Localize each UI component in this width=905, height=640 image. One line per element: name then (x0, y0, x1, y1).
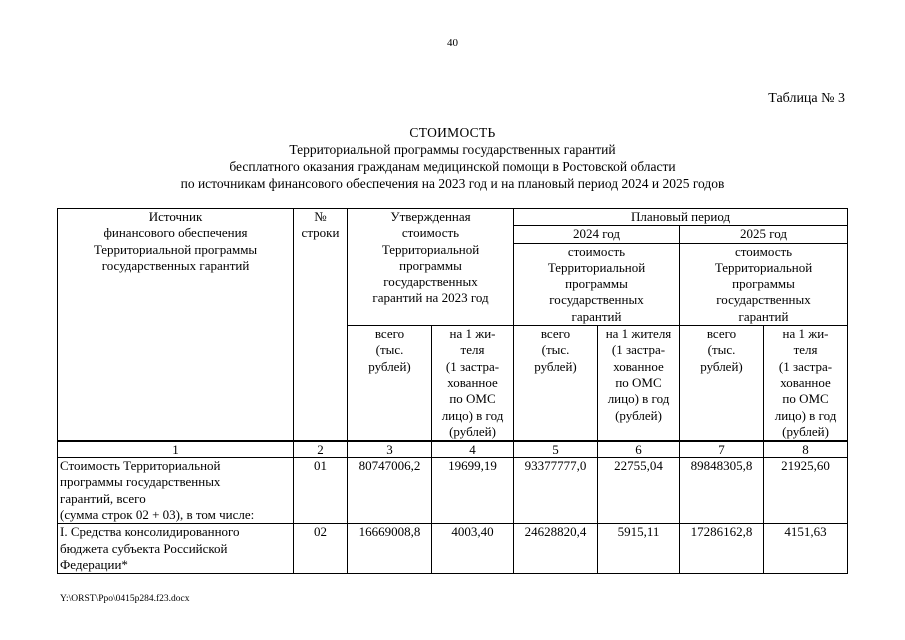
header-cost-2024 (514, 243, 680, 325)
value-2025-per-capita: 21925,60 (764, 458, 848, 524)
table-row (58, 458, 848, 524)
header-text: Территориальной (547, 259, 646, 275)
header-text: хованное (780, 374, 831, 390)
header-text: теля (793, 342, 818, 358)
value-2023-per-capita: 19699,19 (432, 458, 514, 524)
header-text: стоимость (567, 243, 626, 259)
header-text: (рублей) (615, 407, 662, 423)
header-text: теля (460, 342, 485, 358)
table-row (58, 524, 848, 574)
header-text: на 1 жи- (449, 326, 496, 342)
header-text: на 1 жителя (605, 326, 672, 342)
value-2023-total: 80747006,2 (348, 458, 432, 524)
header-text: хованное (447, 374, 498, 390)
row-name (58, 524, 294, 574)
row-code: 01 (294, 458, 348, 524)
document-title (0, 124, 905, 192)
header-text: (рублей) (449, 423, 496, 439)
row-name-line: (сумма строк 02 + 03), в том числе: (60, 507, 255, 523)
header-text: государственных (549, 292, 644, 308)
value-2023-per-capita: 4003,40 (432, 524, 514, 574)
row-name-line: Федерации* (60, 556, 128, 572)
header-per-capita-2024 (598, 326, 680, 442)
column-number: 4 (432, 441, 514, 458)
column-number-row (58, 441, 848, 458)
header-text: по ОМС (782, 391, 829, 407)
row-name-line: программы государственных (60, 474, 221, 490)
header-text: рублей) (700, 358, 743, 374)
header-text: на 1 жи- (782, 326, 829, 342)
header-total-2024 (514, 326, 598, 442)
header-text: (1 застра- (611, 342, 666, 358)
column-number: 5 (514, 441, 598, 458)
value-2024-total: 24628820,4 (514, 524, 598, 574)
header-text: Территориальной программы (93, 241, 258, 257)
header-text: финансового обеспечения (103, 225, 248, 241)
header-text: Территориальной (381, 241, 480, 257)
value-2025-total: 17286162,8 (680, 524, 764, 574)
header-text: (тыс. (541, 342, 570, 358)
header-text: лицо) в год (607, 391, 670, 407)
header-text: Источник (148, 209, 203, 224)
column-number: 7 (680, 441, 764, 458)
header-text: строки (301, 225, 340, 241)
value-2024-per-capita: 5915,11 (598, 524, 680, 574)
header-text: по ОМС (615, 374, 662, 390)
header-row-number (294, 209, 348, 442)
header-text: (1 застра- (778, 358, 833, 374)
header-text: гарантий на 2023 год (372, 290, 489, 306)
header-text: всего (706, 326, 737, 342)
column-number: 1 (58, 441, 294, 458)
header-text: государственных гарантий (101, 257, 250, 273)
header-planned-period: Плановый период (514, 209, 848, 226)
column-number: 6 (598, 441, 680, 458)
header-per-capita-2025 (764, 326, 848, 442)
value-2025-total: 89848305,8 (680, 458, 764, 524)
row-name-line: Стоимость Территориальной (60, 458, 221, 474)
title-line: Территориальной программы государственных гарантий (289, 142, 616, 157)
table-label: Таблица № 3 (768, 91, 845, 106)
header-text: рублей) (368, 358, 411, 374)
header-text: гарантий (571, 308, 622, 324)
header-text: № (314, 209, 327, 224)
column-number: 2 (294, 441, 348, 458)
header-text: по ОМС (449, 391, 496, 407)
row-name-line: бюджета субъекта Российской (60, 540, 228, 556)
header-text: рублей) (534, 358, 577, 374)
title-line: по источникам финансового обеспечения на 2023 год и на плановый период 2024 и 2025 годов (180, 176, 725, 191)
header-text: программы (399, 257, 462, 273)
header-text: стоимость (401, 225, 460, 241)
header-text: гарантий (738, 308, 789, 324)
header-text: (тыс. (707, 342, 736, 358)
header-text: государственных (716, 292, 811, 308)
row-code: 02 (294, 524, 348, 574)
header-text: (тыс. (375, 342, 404, 358)
header-text: стоимость (734, 243, 793, 259)
header-year-2025: 2025 год (680, 226, 848, 243)
header-year-2024: 2024 год (514, 226, 680, 243)
value-2024-per-capita: 22755,04 (598, 458, 680, 524)
header-text: лицо) в год (441, 407, 504, 423)
page-number: 40 (447, 37, 458, 49)
header-row-1 (58, 209, 848, 226)
value-2023-total: 16669008,8 (348, 524, 432, 574)
column-number: 3 (348, 441, 432, 458)
header-text: (рублей) (782, 423, 829, 439)
header-text: Территориальной (714, 259, 813, 275)
title-main: СТОИМОСТЬ (409, 125, 496, 140)
header-source (58, 209, 294, 442)
row-name (58, 458, 294, 524)
header-text: хованное (613, 358, 664, 374)
header-approved-cost (348, 209, 514, 326)
header-text: Утвержденная (390, 209, 471, 224)
header-total-2023 (348, 326, 432, 442)
footer-file-path: Y:\ORST\Ppo\0415p284.f23.docx (60, 594, 190, 604)
cost-table (57, 208, 848, 574)
header-text: программы (732, 276, 795, 292)
header-text: (1 застра- (445, 358, 500, 374)
row-name-line: гарантий, всего (60, 490, 146, 506)
header-per-capita-2023 (432, 326, 514, 442)
header-text: лицо) в год (774, 407, 837, 423)
header-text: программы (565, 276, 628, 292)
header-text: государственных (383, 274, 478, 290)
header-text: всего (374, 326, 405, 342)
column-number: 8 (764, 441, 848, 458)
value-2025-per-capita: 4151,63 (764, 524, 848, 574)
header-text: всего (540, 326, 571, 342)
row-name-line: I. Средства консолидированного (60, 524, 240, 540)
header-cost-2025 (680, 243, 848, 325)
header-total-2025 (680, 326, 764, 442)
title-line: бесплатного оказания гражданам медицинской помощи в Ростовской области (229, 159, 676, 174)
value-2024-total: 93377777,0 (514, 458, 598, 524)
